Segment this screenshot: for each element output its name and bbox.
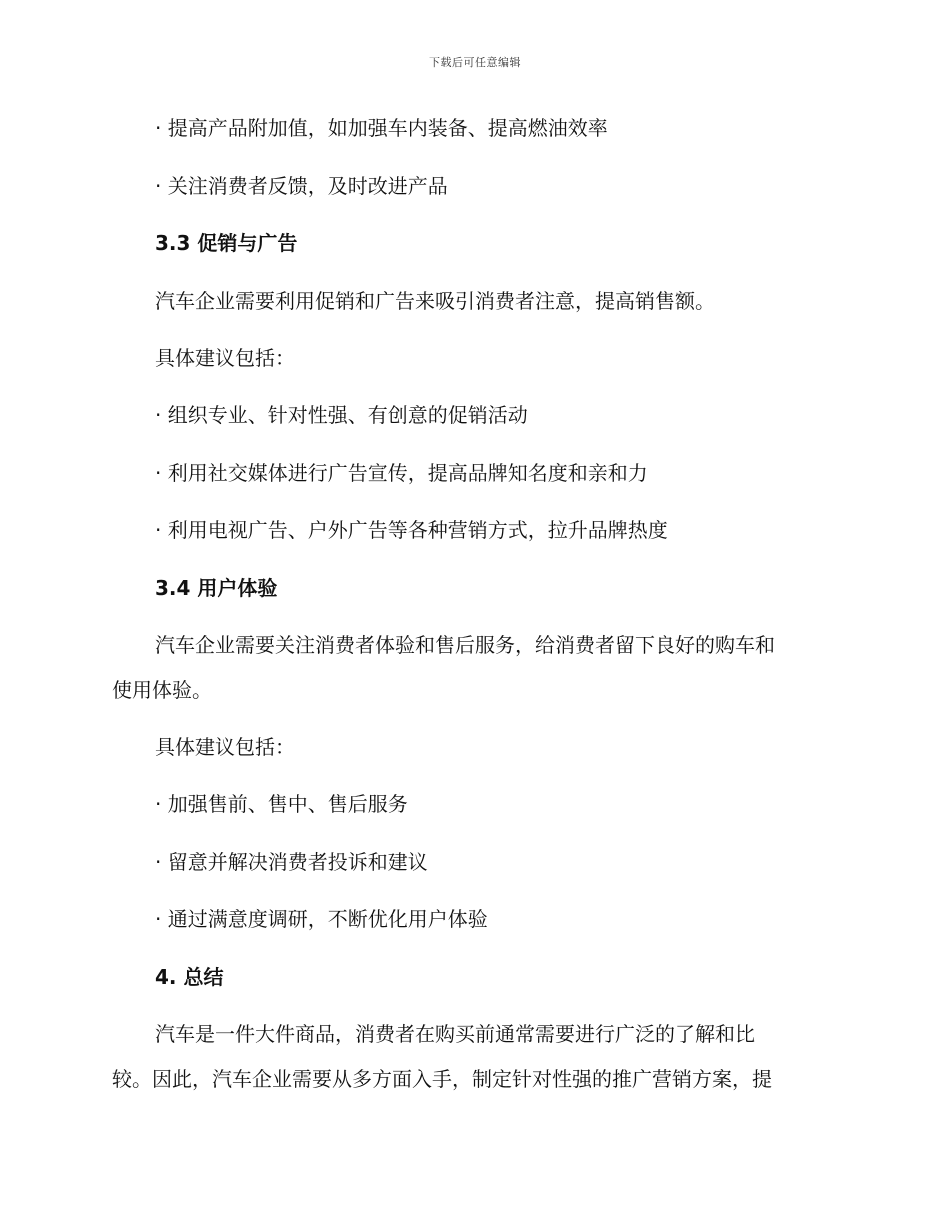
paragraph-line: 使用体验。: [112, 678, 212, 702]
bullet-item: · 提高产品附加值，如加强车内装备、提高燃油效率: [155, 116, 608, 140]
paragraph-line: 具体建议包括：: [155, 735, 295, 759]
bullet-item: · 通过满意度调研，不断优化用户体验: [155, 907, 488, 931]
bullet-item: · 关注消费者反馈，及时改进产品: [155, 174, 448, 198]
paragraph-line: 较。因此，汽车企业需要从多方面入手，制定针对性强的推广营销方案，提: [112, 1067, 772, 1091]
section-heading: 3.4 用户体验: [155, 576, 278, 600]
paragraph-line: 汽车企业需要关注消费者体验和售后服务，给消费者留下良好的购车和: [155, 633, 775, 657]
bullet-item: · 利用社交媒体进行广告宣传，提高品牌知名度和亲和力: [155, 461, 648, 485]
paragraph-line: 汽车企业需要利用促销和广告来吸引消费者注意，提高销售额。: [155, 289, 715, 313]
page-header: 下载后可任意编辑: [429, 56, 521, 69]
paragraph-line: 汽车是一件大件商品，消费者在购买前通常需要进行广泛的了解和比: [155, 1022, 755, 1046]
bullet-item: · 留意并解决消费者投诉和建议: [155, 850, 428, 874]
bullet-item: · 组织专业、针对性强、有创意的促销活动: [155, 403, 528, 427]
paragraph-line: 具体建议包括：: [155, 346, 295, 370]
bullet-item: · 利用电视广告、户外广告等各种营销方式，拉升品牌热度: [155, 518, 668, 542]
section-heading: 3.3 促销与广告: [155, 231, 298, 255]
bullet-item: · 加强售前、售中、售后服务: [155, 792, 408, 816]
section-heading: 4. 总结: [155, 965, 224, 989]
